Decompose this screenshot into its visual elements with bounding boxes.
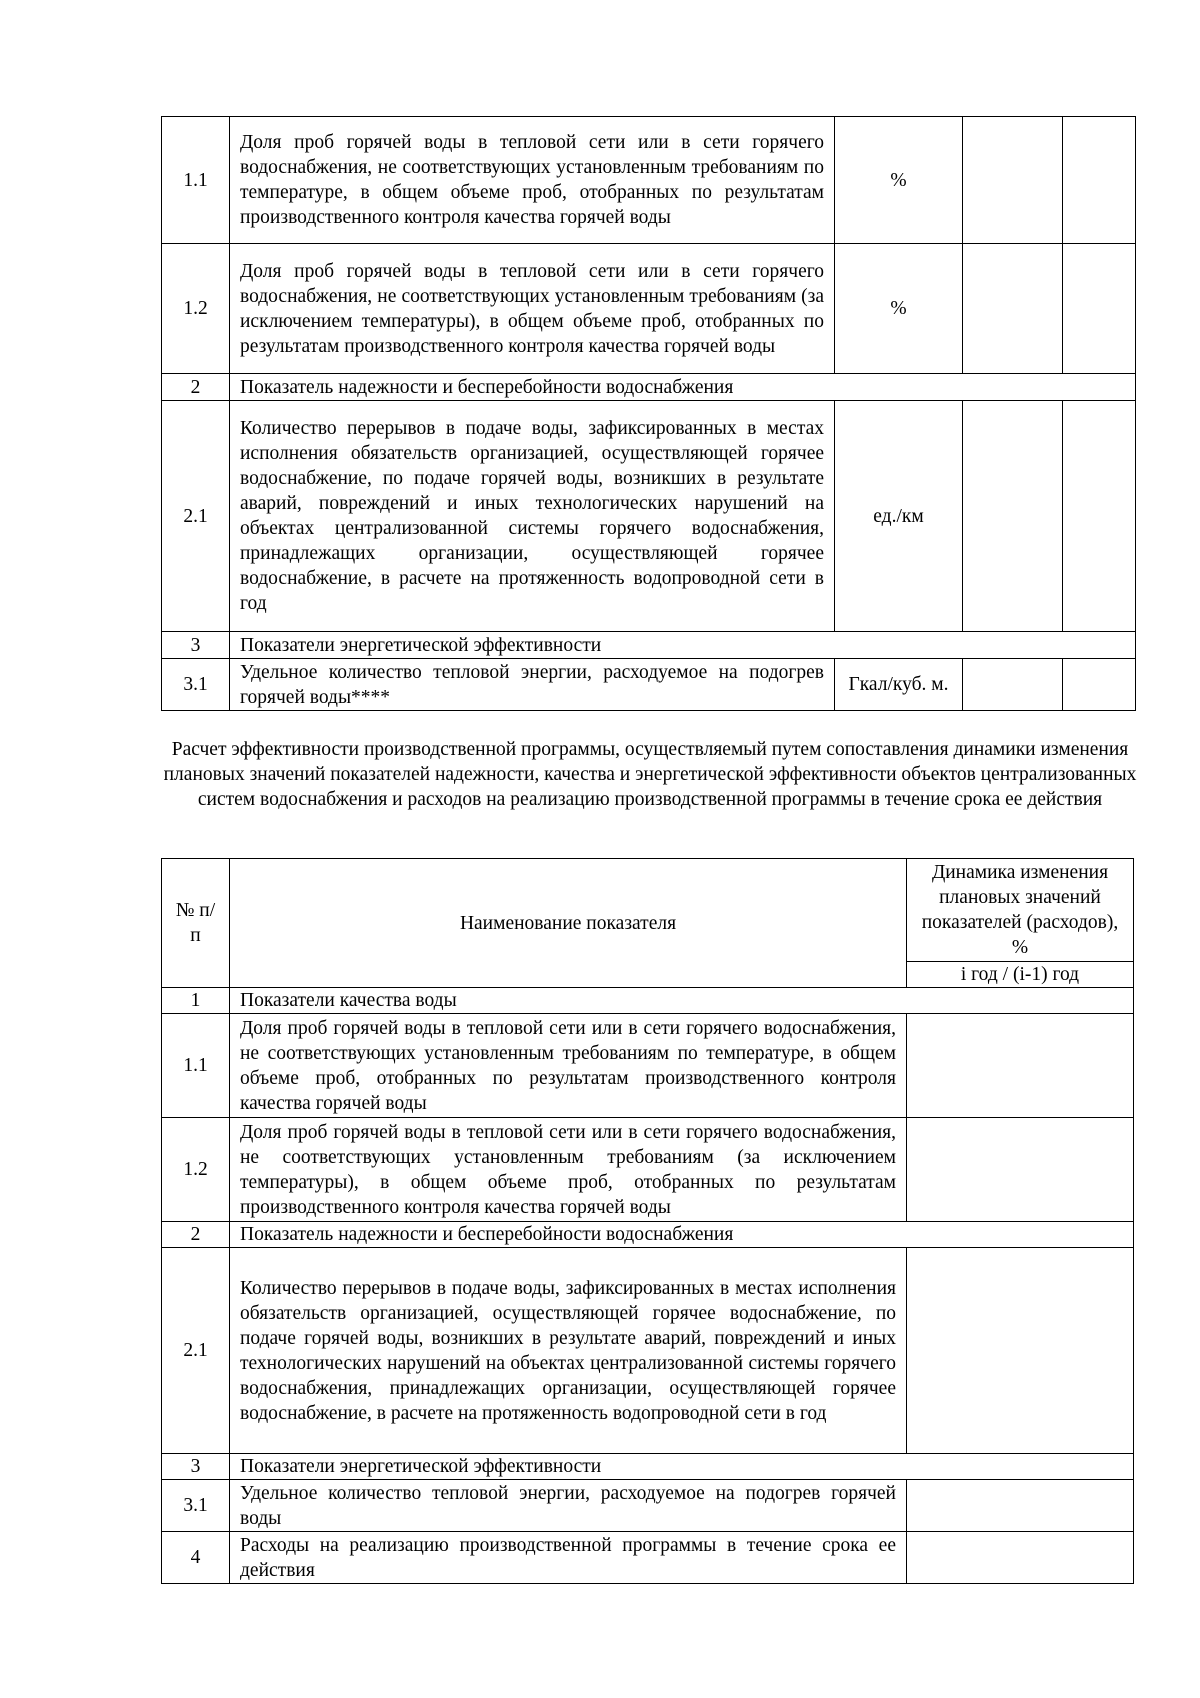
table-row [162, 244, 1136, 374]
unit-cell: % [835, 117, 963, 244]
value-cell [1063, 244, 1136, 374]
row-number: 1.1 [162, 1014, 230, 1118]
row-number: 2.1 [162, 1248, 230, 1454]
indicator-name: Расходы на реализацию производственной программы в течение срока ее действия [230, 1532, 907, 1584]
header-row [162, 859, 1134, 962]
indicator-name: Доля проб горячей воды в тепловой сети или в сети горячего водоснабжения, не соответствующих установленным требованиям по температуре, в общем объеме проб, отобранных по результатам производственного контроля качества горячей воды [230, 117, 835, 244]
header-dynamics: Динамика изменения плановых значений показателей (расходов), % [907, 859, 1134, 962]
row-number: 2 [162, 374, 230, 401]
section-row [162, 374, 1136, 401]
value-cell [963, 117, 1063, 244]
section-row [162, 632, 1136, 659]
row-number: 3.1 [162, 1480, 230, 1532]
section-row [162, 1222, 1134, 1248]
row-number: 1.2 [162, 244, 230, 374]
table-row [162, 659, 1136, 711]
value-cell [1063, 659, 1136, 711]
unit-cell: % [835, 244, 963, 374]
row-number: 1.2 [162, 1118, 230, 1222]
value-cell [907, 1480, 1134, 1532]
row-number: 2.1 [162, 401, 230, 632]
indicator-name: Количество перерывов в подаче воды, зафиксированных в местах исполнения обязательств организацией, осуществляющей горячее водоснабжение, по подаче горячей воды, возникших в результате аварий, повреждений и иных технологических нарушений на объектах централизованной системы горячего водоснабжения, принадлежащих организации, осуществляющей горячее водоснабжение, в расчете на протяженность водопроводной сети в год [230, 1248, 907, 1454]
table-row [162, 1480, 1134, 1532]
table-row [162, 117, 1136, 244]
indicator-name: Удельное количество тепловой энергии, расходуемое на подогрев горячей воды**** [230, 659, 835, 711]
row-number: 1 [162, 988, 230, 1014]
value-cell [1063, 117, 1136, 244]
indicators-table [161, 116, 1136, 711]
section-title: Показатель надежности и бесперебойности водоснабжения [230, 1222, 1134, 1248]
table-row [162, 1248, 1134, 1454]
table-row [162, 1118, 1134, 1222]
unit-cell: Гкал/куб. м. [835, 659, 963, 711]
indicator-name: Доля проб горячей воды в тепловой сети или в сети горячего водоснабжения, не соответствующих установленным требованиям (за исключением температуры), в общем объеме проб, отобранных по результатам производственного контроля качества горячей воды [230, 1118, 907, 1222]
indicator-name: Доля проб горячей воды в тепловой сети или в сети горячего водоснабжения, не соответствующих установленным требованиям (за исключением температуры), в общем объеме проб, отобранных по результатам производственного контроля качества горячей воды [230, 244, 835, 374]
efficiency-table [161, 858, 1134, 1584]
section-title: Показатели энергетической эффективности [230, 1454, 1134, 1480]
section-caption: Расчет эффективности производственной программы, осуществляемый путем сопоставления динамики изменения плановых значений показателей надежности, качества и энергетической эффективности объектов централизованных систем водоснабжения и расходов на реализацию производственной программы в течение срока ее действия [163, 739, 1137, 810]
indicator-name: Количество перерывов в подаче воды, зафиксированных в местах исполнения обязательств организацией, осуществляющей горячее водоснабжение, по подаче горячей воды, возникших в результате аварий, повреждений и иных технологических нарушений на объектах централизованной системы горячего водоснабжения, принадлежащих организации, осуществляющей горячее водоснабжение, в расчете на протяженность водопроводной сети в год [230, 401, 835, 632]
row-number: 3 [162, 632, 230, 659]
value-cell [907, 1118, 1134, 1222]
table-row [162, 1014, 1134, 1118]
section-title: Показатель надежности и бесперебойности водоснабжения [230, 374, 1136, 401]
header-number: № п/п [162, 859, 230, 988]
table-row [162, 401, 1136, 632]
row-number: 3 [162, 1454, 230, 1480]
header-period: i год / (i-1) год [907, 962, 1134, 988]
value-cell [1063, 401, 1136, 632]
value-cell [963, 244, 1063, 374]
value-cell [963, 401, 1063, 632]
section-row [162, 988, 1134, 1014]
unit-cell: ед./км [835, 401, 963, 632]
indicator-name: Доля проб горячей воды в тепловой сети или в сети горячего водоснабжения, не соответствующих установленным требованиям по температуре, в общем объеме проб, отобранных по результатам производственного контроля качества горячей воды [230, 1014, 907, 1118]
table-row [162, 1532, 1134, 1584]
indicator-name: Удельное количество тепловой энергии, расходуемое на подогрев горячей воды [230, 1480, 907, 1532]
header-name: Наименование показателя [230, 859, 907, 988]
value-cell [907, 1014, 1134, 1118]
value-cell [907, 1248, 1134, 1454]
section-title: Показатели качества воды [230, 988, 1134, 1014]
section-row [162, 1454, 1134, 1480]
section-title: Показатели энергетической эффективности [230, 632, 1136, 659]
value-cell [907, 1532, 1134, 1584]
row-number: 4 [162, 1532, 230, 1584]
row-number: 1.1 [162, 117, 230, 244]
row-number: 3.1 [162, 659, 230, 711]
value-cell [963, 659, 1063, 711]
row-number: 2 [162, 1222, 230, 1248]
